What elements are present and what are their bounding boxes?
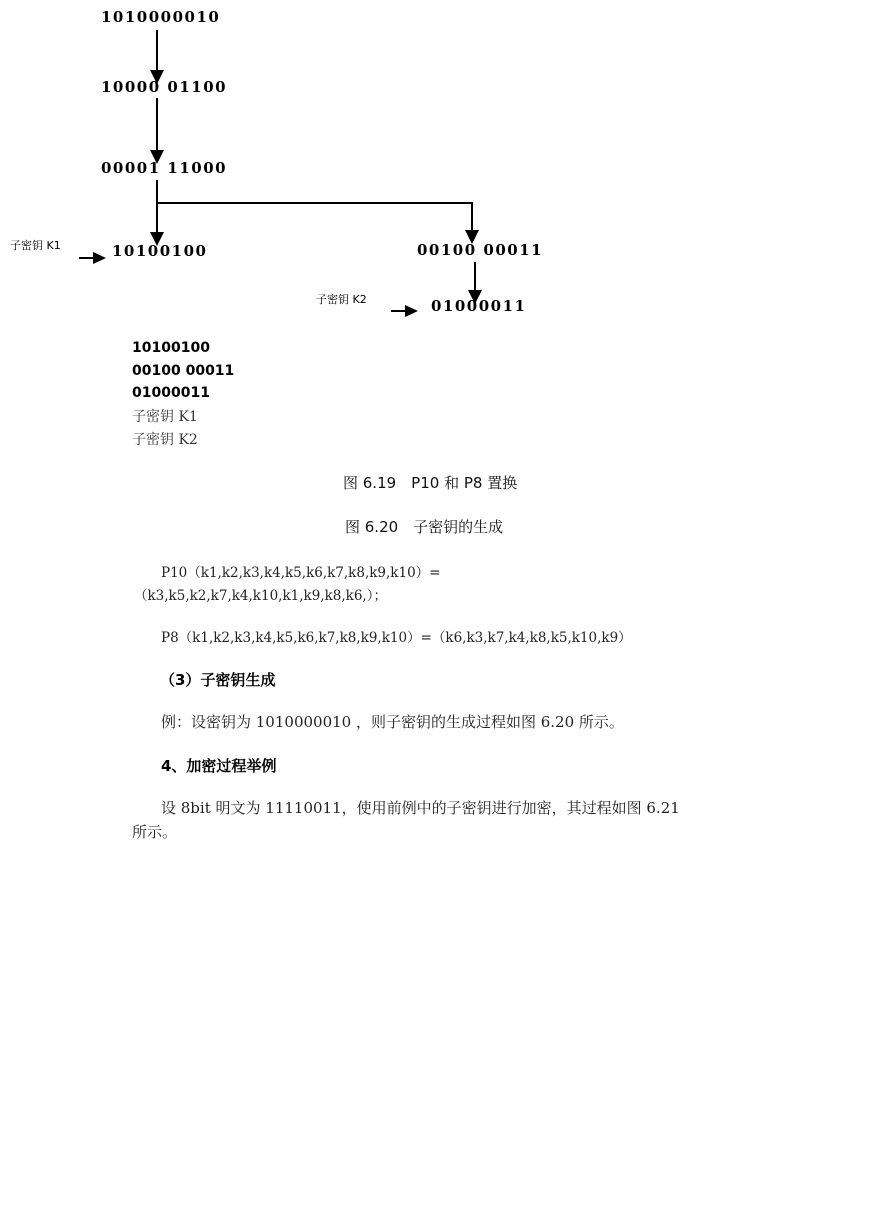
k1-value: 10100100 xyxy=(112,242,208,260)
section-3-text: 例：设密钥为 1010000010 ，则子密钥的生成过程如图 6.20 所示。 xyxy=(161,713,624,731)
section-4-text-line2: 所示。 xyxy=(132,823,178,841)
arrow-ls1-to-ls2 xyxy=(157,203,472,236)
k2-label: 子密钥 K2 xyxy=(316,293,367,306)
ls1-result: 00001 11000 xyxy=(101,159,228,177)
figure-caption-6-19: 图 6.19 P10 和 P8 置换 xyxy=(343,474,518,492)
k2-value: 01000011 xyxy=(431,297,527,315)
section-4-heading: 4、加密过程举例 xyxy=(161,757,277,775)
arrowhead-k1-label xyxy=(93,252,106,264)
section-3-heading: （3）子密钥生成 xyxy=(160,671,276,689)
p10-formula-line2: （k3,k5,k2,k7,k4,k10,k1,k9,k8,k6,）； xyxy=(134,588,387,604)
ls2-result: 00100 00011 xyxy=(417,241,544,259)
key-value: 1010000010 xyxy=(101,8,221,26)
p8-formula: P8（k1,k2,k3,k4,k5,k6,k7,k8,k9,k10）=（k6,k3,k7,k4,k8,k5,k10,k9） xyxy=(161,630,632,646)
alt-k1-value: 10100100 xyxy=(132,340,210,356)
figure-caption-6-20: 图 6.20 子密钥的生成 xyxy=(345,518,504,536)
alt-k2-value: 01000011 xyxy=(132,385,210,401)
alt-ls2-value: 00100 00011 xyxy=(132,363,235,379)
p10-result: 10000 01100 xyxy=(101,78,228,96)
k1-label: 子密钥 K1 xyxy=(10,239,61,252)
arrowhead-k2-label xyxy=(405,305,418,317)
alt-k2-label: 子密钥 K2 xyxy=(132,432,198,448)
p10-formula-line1: P10（k1,k2,k3,k4,k5,k6,k7,k8,k9,k10）= xyxy=(161,565,441,581)
alt-k1-label: 子密钥 K1 xyxy=(132,409,198,425)
section-4-text-line1: 设 8bit 明文为 11110011，使用前例中的子密钥进行加密，其过程如图 6.21 xyxy=(161,799,680,817)
